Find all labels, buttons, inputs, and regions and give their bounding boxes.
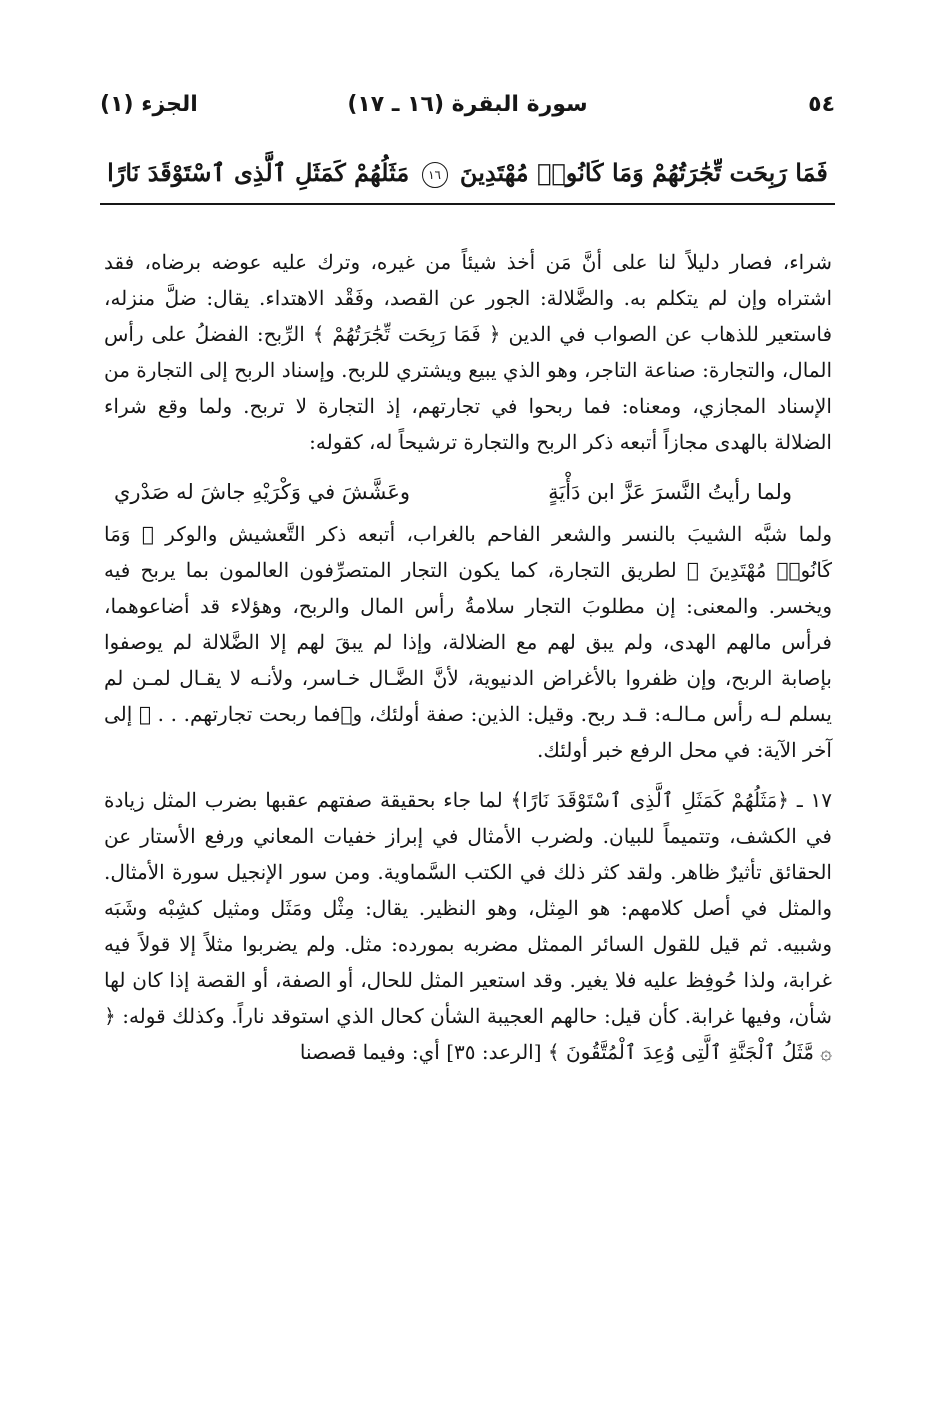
page-number: ٥٤ [808, 92, 835, 117]
page-header [100, 92, 835, 126]
poem-hemistich-1: ولما رأيتُ النَّسرَ عَزَّ ابن دَأْيَةٍ [548, 480, 792, 504]
surah-title: سورة البقرة (١٦ ـ ١٧) [347, 92, 588, 117]
poem-hemistich-2: وعَشَّشَ في وَكْرَيْهِ جاشَ له صَدْري [114, 480, 411, 504]
juz-label: الجزء (١) [100, 92, 198, 117]
verse-banner [100, 150, 835, 196]
verse-text-part2: مَثَلُهُمْ كَمَثَلِ ٱلَّذِى ٱسْتَوْقَدَ نَارًا [107, 158, 410, 187]
paragraph-2: ولما شبَّه الشيبَ بالنسر والشعر الفاحم بالغراب، أتبعه ذكر التَّعشيش والوكر ﴿ وَمَا كَانُوا۟ مُهْتَدِينَ ﴾ لطريق التجارة، كما يكون التجار المتصرِّفون العالمون بما يربح فيه ويخسر. والمعنى: إن مطلوبَ التجار سلامةُ رأس المال والربح، وهؤلاء قد أضاعوهما، فرأس مالهم الهدى، ولم يبق لهم مع الضلالة، وإذا لم يبقَ لهم إلا الضَّلالة لم يوصفوا بإصابة الربح، وإن ظفروا بالأغراض الدنيوية، لأنَّ الضَّـال خـاسر، ولأنـه لا يقـال لمـن لم يسلم لـه رأس مـالـه: قـد ربح. وقيل: الذين: صفة أولئك، و﴿فما ربحت تجارتهم. . . ﴾ إلى آخر الآية: في محل الرفع خبر أولئك. [104, 522, 832, 762]
ayah-number-marker: ١٦ [422, 162, 448, 188]
header-divider [100, 203, 835, 205]
verse-text-part1: فَمَا رَبِحَت تِّجَٰرَتُهُمْ وَمَا كَانُوا۟ مُهْتَدِينَ [459, 158, 828, 187]
paragraph-1: شراء، فصار دليلاً لنا على أنَّ مَن أخذ شيئاً من غيره، وترك عليه عوضه برضاه، فقد اشتراه وإن لم يتكلم به. والضَّلالة: الجور عن القصد، وفَقْد الاهتداء. يقال: ضلَّ منزله، فاستعير للذهاب عن الصواب في الدين ﴿ فَمَا رَبِحَت تِّجَٰرَتُهُمْ ﴾ الرِّبح: الفضلُ على رأس المال، والتجارة: صناعة التاجر، وهو الذي يبيع ويشتري للربح. وإسناد الربح إلى التجارة من الإسناد المجازي، ومعناه: فما ربحوا في تجارتهم، إذ التجارة لا تربح. ولما وقع شراء الضلالة بالهدى مجازاً أتبعه ذكر الربح والتجارة ترشيحاً له، كقوله: [104, 250, 833, 454]
poem-verse [104, 474, 832, 510]
paragraph-3: ١٧ ـ ﴿مَثَلُهُمْ كَمَثَلِ ٱلَّذِى ٱسْتَوْقَدَ نَارًا﴾ لما جاء بحقيقة صفتهم عقبها بضرب المثل زيادة في الكشف، وتتميماً للبيان. ولضرب الأمثال في إبراز خفيات المعاني ورفع الأستار عن الحقائق تأثيرٌ ظاهر. ولقد كثر ذلك في الكتب السَّماوية. ومن سور الإنجيل سورة الأمثال. والمثل في أصل كلامهم: هو المِثل، وهو النظير. يقال: مِثْل ومَثَل ومثيل كشِبْه وشَبَه وشبيه. ثم قيل للقول السائر الممثل مضربه بمورده: مثل. ولم يضربوا مثلاً إلا قولاً فيه غرابة، ولذا حُوفِظ عليه فلا يغير. وقد استعير المثل للحال، أو الصفة، أو القصة إذا كان لها شأن، وفيها غرابة. كأن قيل: حالهم العجيبة الشأن كحال الذي استوقد ناراً. وكذلك قوله: ﴿ ۞ مَّثَلُ ٱلْجَنَّةِ ٱلَّتِى وُعِدَ ٱلْمُتَّقُونَ ﴾ [الرعد: ٣٥] أي: وفيما قصصنا [104, 788, 832, 1064]
commentary-body [104, 244, 832, 1070]
